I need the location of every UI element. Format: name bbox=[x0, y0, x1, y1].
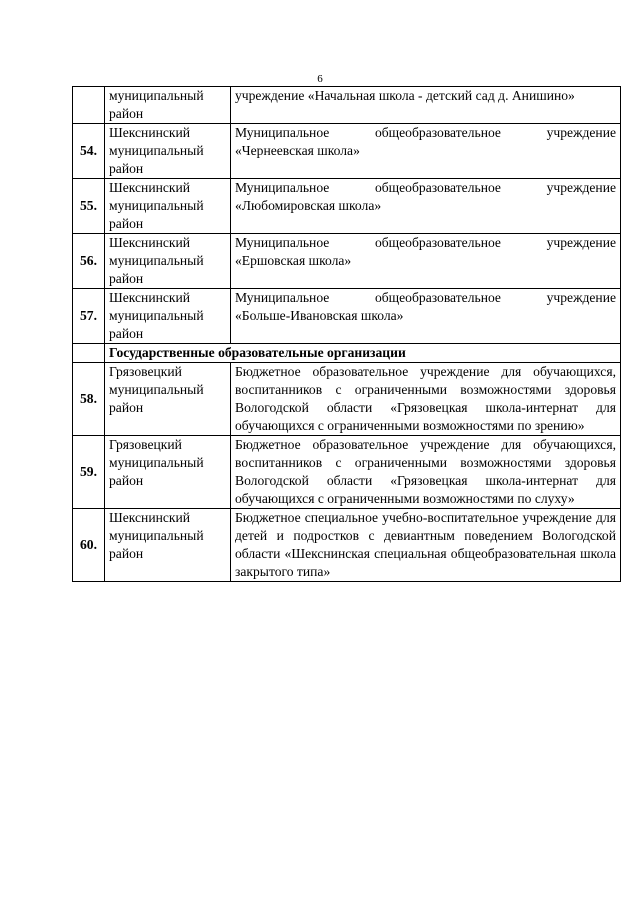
row-number: 54. bbox=[73, 124, 105, 179]
institution-word: Муниципальное bbox=[235, 180, 330, 195]
institutions-table bbox=[72, 86, 621, 582]
row-number-cell bbox=[73, 87, 105, 124]
district-line: район bbox=[109, 271, 144, 286]
district-cell bbox=[105, 289, 231, 344]
institution-cell bbox=[231, 289, 621, 344]
district-line: Шекснинский bbox=[109, 235, 191, 250]
district-line: Шекснинский bbox=[109, 180, 191, 195]
institution-word: общеобразовательное bbox=[374, 125, 501, 140]
institution-word: учреждение bbox=[546, 290, 616, 305]
institution-word: учреждение bbox=[546, 180, 616, 195]
table-row-57 bbox=[73, 289, 621, 344]
institution-cell: Бюджетное образовательное учреждение для обучающихся, воспитанников с ограниченными возможностями здоровья Вологодской области «Грязовецкая школа-интернат для обучающихся с ограниченными возможностями по слуху» bbox=[231, 436, 621, 509]
justified-line bbox=[235, 179, 616, 197]
page-number: 6 bbox=[317, 73, 323, 85]
district-cell bbox=[105, 234, 231, 289]
row-number: 60. bbox=[73, 509, 105, 582]
district-line: район bbox=[109, 106, 144, 121]
institution-cell: Бюджетное образовательное учреждение для обучающихся, воспитанников с ограниченными возможностями здоровья Вологодской области «Грязовецкая школа-интернат для обучающихся с ограниченными возможностями по зрению» bbox=[231, 363, 621, 436]
institution-word: общеобразовательное bbox=[374, 180, 501, 195]
row-number: 58. bbox=[73, 363, 105, 436]
institution-cell bbox=[231, 179, 621, 234]
district-line: муниципальный bbox=[109, 382, 204, 397]
table-row-55 bbox=[73, 179, 621, 234]
justified-line bbox=[235, 234, 616, 252]
table-row-54 bbox=[73, 124, 621, 179]
district-line: район bbox=[109, 216, 144, 231]
table-row-continuation bbox=[73, 87, 621, 124]
district-line: район bbox=[109, 546, 144, 561]
row-number: 56. bbox=[73, 234, 105, 289]
district-line: Грязовецкий bbox=[109, 364, 182, 379]
institution-name: «Любомировская школа» bbox=[235, 198, 382, 213]
row-number-cell bbox=[73, 344, 105, 363]
section-heading-row bbox=[73, 344, 621, 363]
district-line: район bbox=[109, 473, 144, 488]
institution-word: Муниципальное bbox=[235, 290, 330, 305]
district-line: район bbox=[109, 161, 144, 176]
justified-line bbox=[235, 124, 616, 142]
district-line: муниципальный bbox=[109, 143, 204, 158]
district-line: муниципальный bbox=[109, 253, 204, 268]
district-cell bbox=[105, 509, 231, 582]
section-heading: Государственные образовательные организации bbox=[105, 344, 621, 363]
row-number: 57. bbox=[73, 289, 105, 344]
district-cell bbox=[105, 436, 231, 509]
district-line: Шекснинский bbox=[109, 290, 191, 305]
row-number: 59. bbox=[73, 436, 105, 509]
institution-cell bbox=[231, 124, 621, 179]
institution-name: «Чернеевская школа» bbox=[235, 143, 360, 158]
table-row-56 bbox=[73, 234, 621, 289]
institution-word: учреждение bbox=[546, 125, 616, 140]
institution-word: Муниципальное bbox=[235, 235, 330, 250]
district-line: Шекснинский bbox=[109, 510, 191, 525]
district-line: Грязовецкий bbox=[109, 437, 182, 452]
institution-word: учреждение bbox=[546, 235, 616, 250]
district-cell bbox=[105, 363, 231, 436]
institution-cell: Бюджетное специальное учебно-воспитательное учреждение для детей и подростков с девиантным поведением Вологодской области «Шекснинская специальная общеобразовательная школа закрытого типа» bbox=[231, 509, 621, 582]
district-cell bbox=[105, 179, 231, 234]
district-line: район bbox=[109, 326, 144, 341]
district-line: муниципальный bbox=[109, 455, 204, 470]
district-cell bbox=[105, 124, 231, 179]
district-line: район bbox=[109, 400, 144, 415]
institution-cell bbox=[231, 234, 621, 289]
table-row-60 bbox=[73, 509, 621, 582]
row-number: 55. bbox=[73, 179, 105, 234]
district-line: муниципальный bbox=[109, 528, 204, 543]
institution-name: «Ершовская школа» bbox=[235, 253, 352, 268]
institution-cell: учреждение «Начальная школа - детский сад д. Анишино» bbox=[231, 87, 621, 124]
district-cell bbox=[105, 87, 231, 124]
district-line: Шекснинский bbox=[109, 125, 191, 140]
institution-name: «Больше-Ивановская школа» bbox=[235, 308, 404, 323]
institution-word: Муниципальное bbox=[235, 125, 330, 140]
institution-word: общеобразовательное bbox=[374, 290, 501, 305]
table-row-59 bbox=[73, 436, 621, 509]
district-line: муниципальный bbox=[109, 198, 204, 213]
district-line: муниципальный bbox=[109, 88, 204, 103]
table-row-58 bbox=[73, 363, 621, 436]
institution-word: общеобразовательное bbox=[374, 235, 501, 250]
district-line: муниципальный bbox=[109, 308, 204, 323]
justified-line bbox=[235, 289, 616, 307]
